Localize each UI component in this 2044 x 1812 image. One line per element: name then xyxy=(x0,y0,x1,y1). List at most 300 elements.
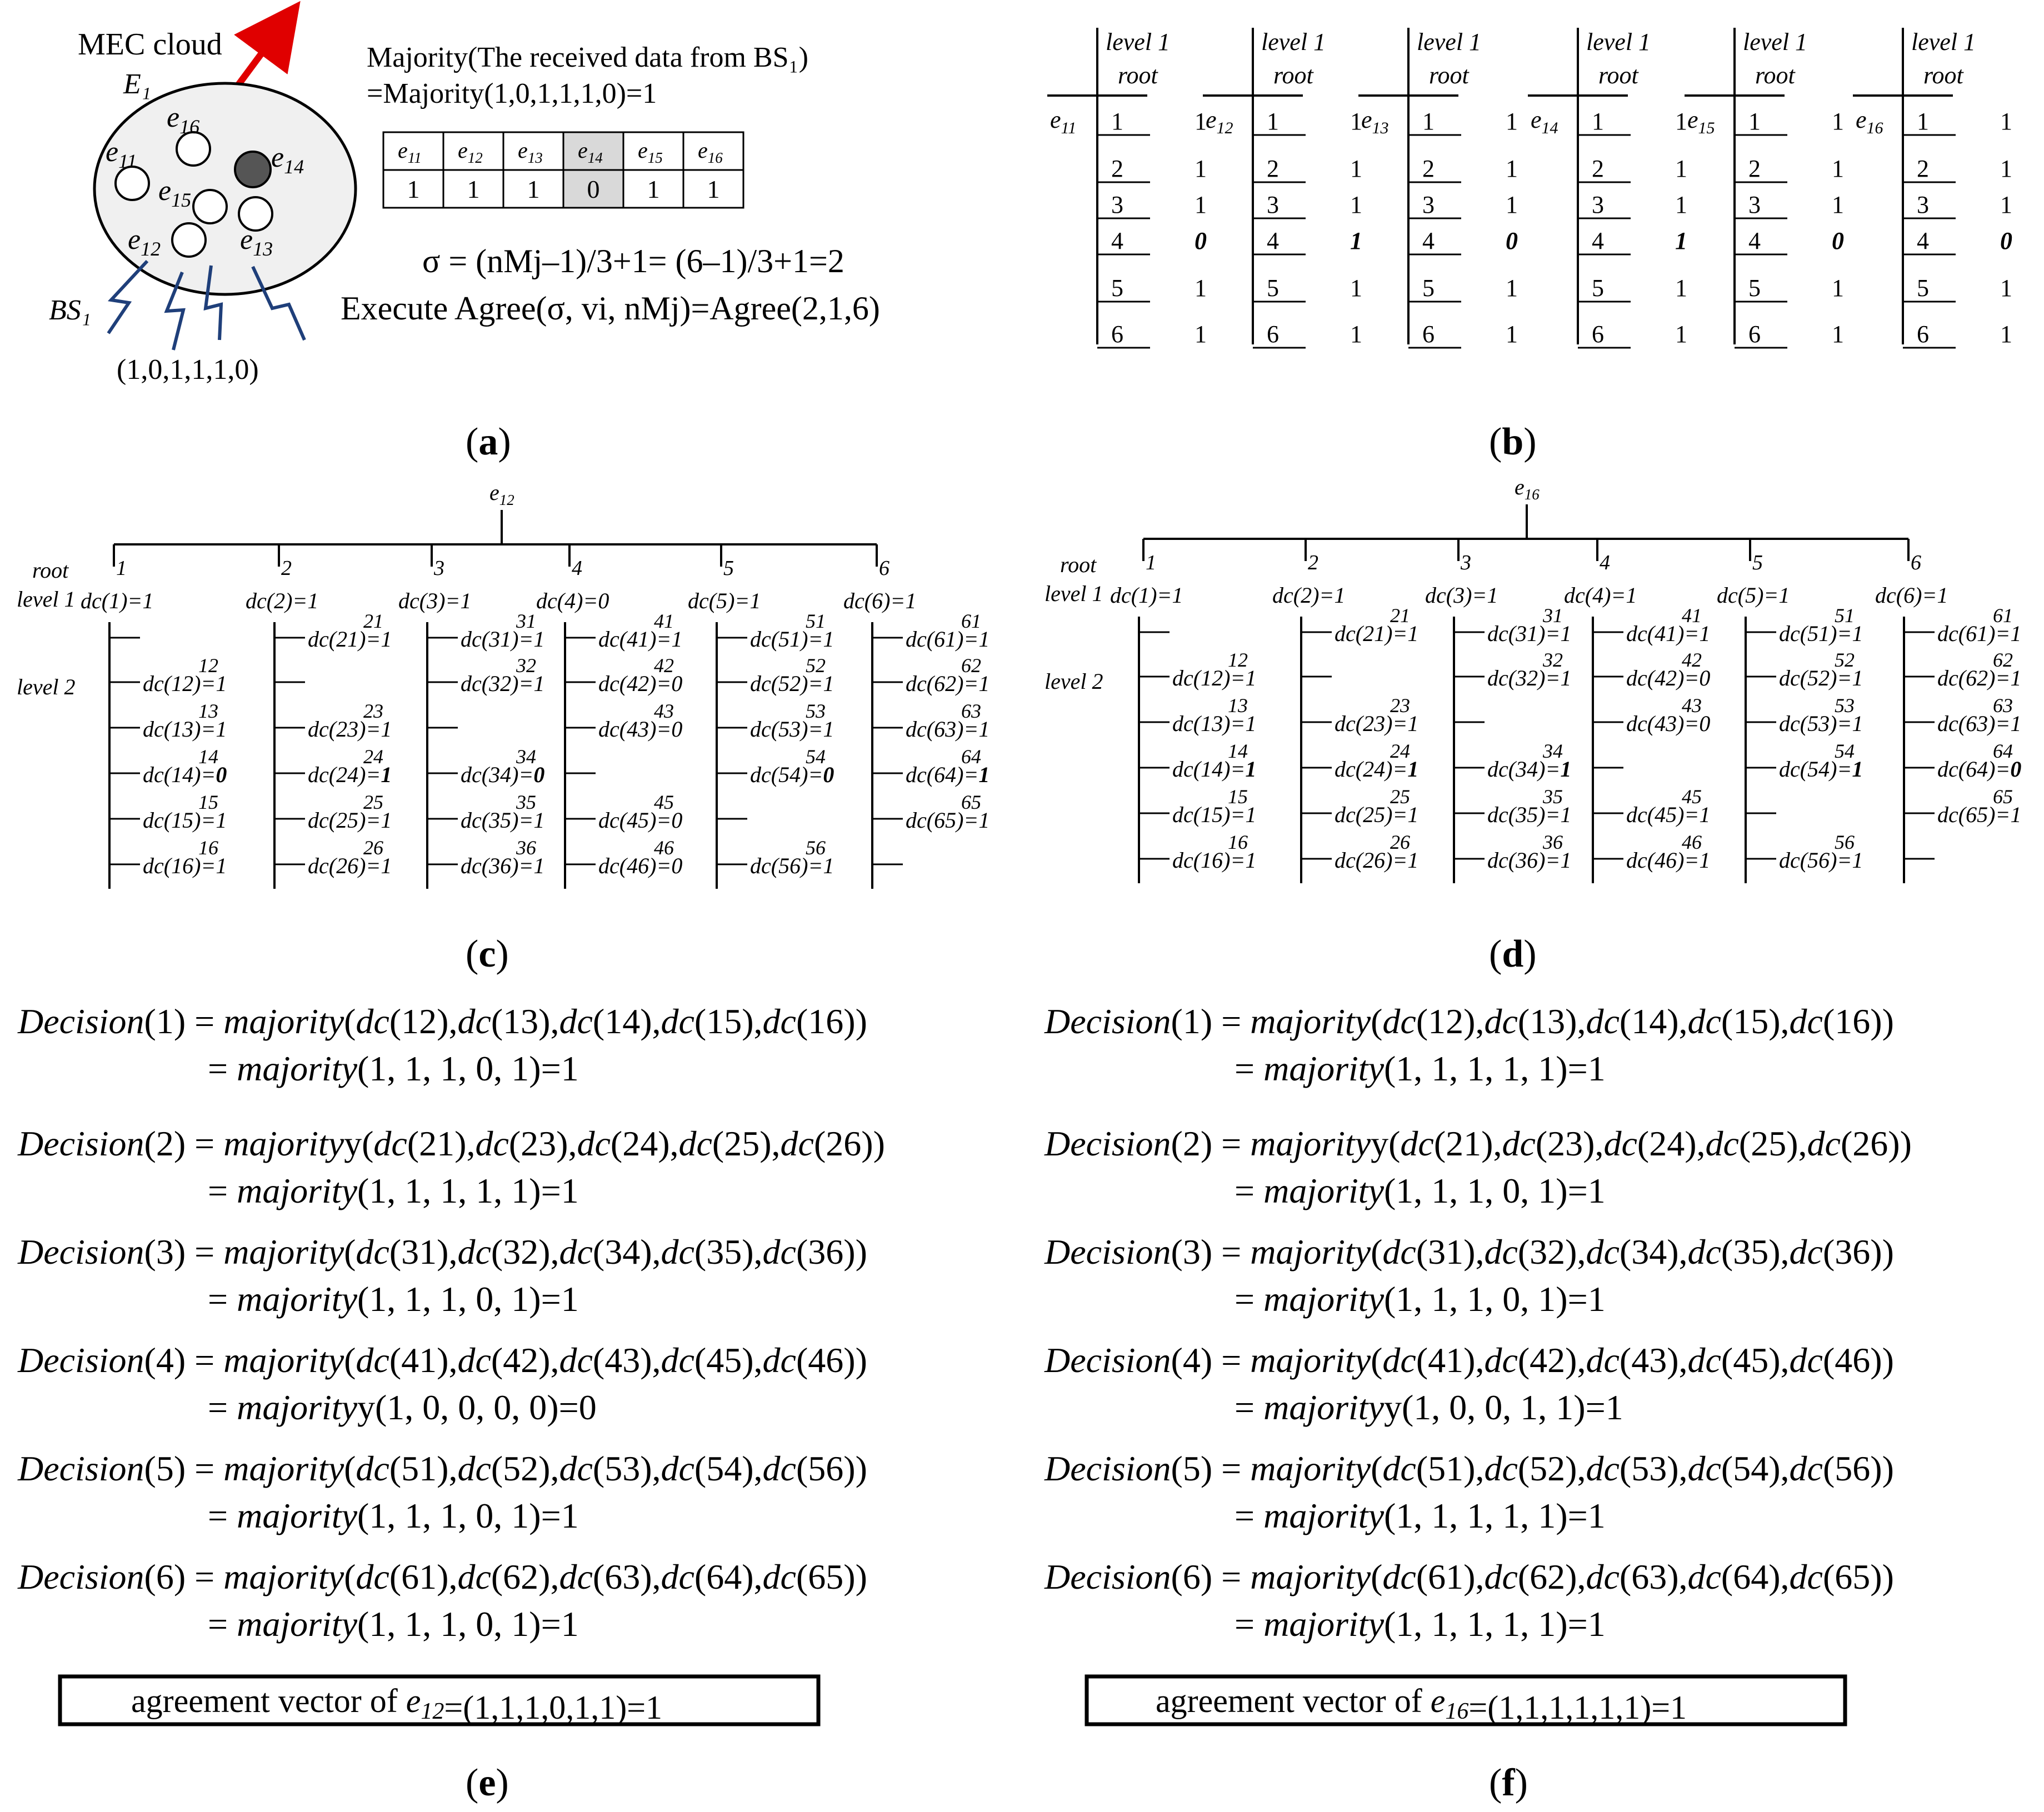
panel-b xyxy=(1047,28,2012,348)
row-index: 2 xyxy=(1422,155,1435,182)
row-index: 5 xyxy=(1917,274,1929,302)
row-index: 5 xyxy=(1748,274,1761,302)
level2-label: level 2 xyxy=(1045,669,1103,694)
node-e15-label: $e_{15}$ xyxy=(158,175,192,211)
node-e14-label: $e_{14}$ xyxy=(271,142,304,178)
child-id: 35 xyxy=(516,791,536,813)
child-id: 24 xyxy=(363,745,383,768)
level2-value: dc(41)=1 xyxy=(598,627,683,652)
branch-6 xyxy=(1875,539,2021,883)
level2-value: dc(61)=1 xyxy=(906,627,990,652)
level2-value: dc(35)=1 xyxy=(1487,802,1572,827)
decision-line-1: Decision(6) = majority(dc(61),dc(62),dc(63),dc(64),dc(65)) xyxy=(18,1557,867,1596)
level2-value: dc(63)=1 xyxy=(1937,711,2022,736)
level2-value: dc(32)=1 xyxy=(461,671,545,696)
branch-id: 4 xyxy=(1600,551,1610,574)
row-value: 1 xyxy=(1350,191,1362,218)
caption-a: (a) xyxy=(466,421,511,463)
child-id: 15 xyxy=(198,791,218,813)
decision-line-2: = majority(1, 1, 1, 0, 1)=1 xyxy=(208,1604,579,1644)
level2-value: dc(62)=1 xyxy=(1937,665,2022,690)
row-index: 3 xyxy=(1422,191,1435,218)
row-value: 1 xyxy=(1506,321,1518,348)
level2-value: dc(45)=0 xyxy=(598,808,683,833)
level1-tree-e16 xyxy=(1853,28,2012,348)
row-value: 1 xyxy=(1195,155,1207,182)
decision-line-1: Decision(1) = majority(dc(12),dc(13),dc(14),dc(15),dc(16)) xyxy=(18,1002,867,1041)
panel-a xyxy=(49,27,880,463)
level2-value: dc(36)=1 xyxy=(461,853,545,878)
decision-5 xyxy=(17,1449,867,1535)
child-id: 34 xyxy=(516,745,536,768)
caption-c: (c) xyxy=(466,933,509,975)
level2-value: dc(51)=1 xyxy=(750,627,834,652)
decision-2 xyxy=(17,1124,885,1210)
child-id: 45 xyxy=(654,791,674,813)
majority-line-1: Majority(The received data from BS₁) xyxy=(367,42,808,73)
child-id: 51 xyxy=(1835,604,1855,627)
row-value: 1 xyxy=(1350,321,1362,348)
row-value: 1 xyxy=(1832,191,1844,218)
child-id: 64 xyxy=(961,745,981,768)
child-id: 23 xyxy=(1390,694,1410,717)
child-id: 52 xyxy=(806,654,826,677)
panel-d xyxy=(1045,474,2021,883)
row-index: 1 xyxy=(1592,108,1604,135)
level2-value: dc(16)=1 xyxy=(1172,848,1257,873)
child-id: 46 xyxy=(1682,831,1702,853)
row-value: 1 xyxy=(1350,155,1362,182)
decision-line-2: = majority(1, 1, 1, 1, 1)=1 xyxy=(208,1171,579,1210)
row-index: 6 xyxy=(1111,321,1123,348)
decision-4 xyxy=(1044,1340,1894,1427)
level1-value: dc(5)=1 xyxy=(688,588,761,613)
row-value: 1 xyxy=(1832,321,1844,348)
branch-2 xyxy=(1272,539,1418,883)
row-value: 0 xyxy=(1832,227,1844,254)
child-id: 36 xyxy=(516,837,536,859)
level2-value: dc(65)=1 xyxy=(906,808,990,833)
child-id: 26 xyxy=(363,837,383,859)
table-header-e14: $e_{14}$ xyxy=(578,138,603,166)
tree-node-label: $e_{14}$ xyxy=(1531,106,1558,137)
row-value: 1 xyxy=(1350,274,1362,302)
child-id: 53 xyxy=(806,700,826,722)
child-id: 12 xyxy=(198,654,218,677)
row-index: 1 xyxy=(1917,108,1929,135)
branch-id: 4 xyxy=(572,557,582,580)
child-id: 13 xyxy=(198,700,218,722)
level1-value: dc(3)=1 xyxy=(1425,583,1498,608)
table-value: 1 xyxy=(707,175,720,203)
level2-value: dc(24)=1 xyxy=(308,762,392,787)
sigma-formula: σ = (nMj–1)/3+1= (6–1)/3+1=2 xyxy=(422,243,844,279)
table-value: 1 xyxy=(467,175,480,203)
row-index: 5 xyxy=(1111,274,1123,302)
tree-node-label: $e_{16}$ xyxy=(1856,106,1883,137)
level-label: level 1 xyxy=(1417,28,1482,56)
child-id: 61 xyxy=(961,610,981,632)
level1-value: dc(5)=1 xyxy=(1717,583,1790,608)
node-e14-faulty xyxy=(235,152,271,187)
root-label: root xyxy=(1755,62,1795,89)
row-value: 1 xyxy=(1195,274,1207,302)
row-index: 5 xyxy=(1267,274,1279,302)
table-value: 1 xyxy=(647,175,660,203)
row-index: 3 xyxy=(1748,191,1761,218)
child-id: 56 xyxy=(806,837,826,859)
level1-value: dc(2)=1 xyxy=(1272,583,1346,608)
branch-1 xyxy=(81,544,227,889)
row-index: 1 xyxy=(1422,108,1435,135)
child-id: 35 xyxy=(1543,785,1563,808)
branch-2 xyxy=(246,544,392,889)
child-id: 63 xyxy=(961,700,981,722)
level2-value: dc(14)=1 xyxy=(1172,757,1257,782)
table-value: 1 xyxy=(407,175,420,203)
child-id: 32 xyxy=(1543,649,1563,671)
level1-value: dc(6)=1 xyxy=(1875,583,1948,608)
uplink-arrow-icon xyxy=(236,28,281,88)
level1-tree-e12 xyxy=(1203,28,1362,348)
decision-3 xyxy=(17,1232,867,1319)
panel-c xyxy=(17,480,989,889)
level2-value: dc(35)=1 xyxy=(461,808,545,833)
level2-value: dc(61)=1 xyxy=(1937,621,2022,646)
row-index: 2 xyxy=(1267,155,1279,182)
branch-id: 2 xyxy=(281,557,292,580)
row-index: 5 xyxy=(1422,274,1435,302)
tree-node-label: $e_{12}$ xyxy=(1206,106,1233,137)
level2-value: dc(31)=1 xyxy=(1487,621,1572,646)
child-id: 42 xyxy=(654,654,674,677)
row-index: 3 xyxy=(1592,191,1604,218)
level2-value: dc(64)=1 xyxy=(906,762,990,787)
child-id: 32 xyxy=(516,654,536,677)
child-id: 26 xyxy=(1390,831,1410,853)
decision-1 xyxy=(17,1002,867,1088)
level1-tree-e11 xyxy=(1047,28,1207,348)
level2-value: dc(41)=1 xyxy=(1626,621,1711,646)
level1-value: dc(6)=1 xyxy=(843,588,917,613)
branch-4 xyxy=(1564,539,1710,883)
decision-line-1: Decision(4) = majority(dc(41),dc(42),dc(43),dc(45),dc(46)) xyxy=(1045,1340,1894,1380)
level2-value: dc(31)=1 xyxy=(461,627,545,652)
level2-value: dc(12)=1 xyxy=(1172,665,1257,690)
level2-value: dc(13)=1 xyxy=(1172,711,1257,736)
row-index: 4 xyxy=(1422,227,1435,254)
lightning-icon-1 xyxy=(108,261,147,333)
level2-value: dc(54)=0 xyxy=(750,762,834,787)
row-value: 1 xyxy=(1675,274,1687,302)
child-id: 53 xyxy=(1835,694,1855,717)
level2-value: dc(62)=1 xyxy=(906,671,990,696)
row-index: 4 xyxy=(1748,227,1761,254)
row-index: 6 xyxy=(1748,321,1761,348)
row-index: 6 xyxy=(1267,321,1279,348)
bs-label: BS₁ xyxy=(49,294,91,326)
decision-line-2: = majority(1, 1, 1, 1, 1)=1 xyxy=(1235,1604,1606,1644)
child-id: 31 xyxy=(516,610,536,632)
level2-value: dc(64)=0 xyxy=(1937,757,2022,782)
row-value: 1 xyxy=(2000,155,2012,182)
row-index: 6 xyxy=(1422,321,1435,348)
child-id: 13 xyxy=(1228,694,1248,717)
level2-label: level 2 xyxy=(17,674,76,699)
branch-id: 2 xyxy=(1308,551,1318,574)
child-id: 36 xyxy=(1543,831,1563,853)
child-id: 61 xyxy=(1993,604,2013,627)
branch-id: 3 xyxy=(434,557,444,580)
row-value: 0 xyxy=(1195,227,1207,254)
level1-tree-e15 xyxy=(1685,28,1844,348)
branch-id: 5 xyxy=(1752,551,1763,574)
row-value: 1 xyxy=(1675,108,1687,135)
node-e13-label: $e_{13}$ xyxy=(240,224,273,260)
row-index: 2 xyxy=(1917,155,1929,182)
node-e16-label: $e_{16}$ xyxy=(167,102,200,138)
node-e11-label: $e_{11}$ xyxy=(106,136,137,172)
row-value: 1 xyxy=(1506,108,1518,135)
level1-value: dc(1)=1 xyxy=(81,588,154,613)
level2-value: dc(23)=1 xyxy=(308,717,392,742)
level2-value: dc(21)=1 xyxy=(1335,621,1419,646)
panel-e xyxy=(17,1002,885,1644)
node-e15 xyxy=(193,190,227,223)
row-value: 1 xyxy=(2000,108,2012,135)
decision-4 xyxy=(17,1340,867,1427)
level2-value: dc(36)=1 xyxy=(1487,848,1572,873)
row-value: 1 xyxy=(1350,227,1362,254)
child-id: 25 xyxy=(1390,785,1410,808)
level2-value: dc(56)=1 xyxy=(1779,848,1863,873)
level2-value: dc(65)=1 xyxy=(1937,802,2022,827)
decision-line-1: Decision(1) = majority(dc(12),dc(13),dc(14),dc(15),dc(16)) xyxy=(1045,1002,1894,1041)
level2-value: dc(12)=1 xyxy=(143,671,227,696)
level2-value: dc(14)=0 xyxy=(143,762,227,787)
level-label: level 1 xyxy=(1743,28,1808,56)
row-value: 1 xyxy=(1506,191,1518,218)
child-id: 15 xyxy=(1228,785,1248,808)
tree-node-label: $e_{13}$ xyxy=(1361,106,1389,137)
level1-value: dc(4)=1 xyxy=(1564,583,1637,608)
decision-line-2: = majority(1, 1, 1, 1, 1)=1 xyxy=(1235,1049,1606,1088)
level2-value: dc(26)=1 xyxy=(1335,848,1419,873)
row-value: 1 xyxy=(1350,108,1362,135)
level-label: level 1 xyxy=(1586,28,1651,56)
level2-value: dc(53)=1 xyxy=(750,717,834,742)
level2-value: dc(15)=1 xyxy=(1172,802,1257,827)
row-value: 1 xyxy=(1506,155,1518,182)
agreement-vector-f: agreement vector of $e_{16}=(1,1,1,1,1,1)=1$ xyxy=(1156,1683,1687,1726)
decision-line-2: = majorityy(1, 0, 0, 0, 0)=0 xyxy=(208,1388,597,1427)
level2-value: dc(23)=1 xyxy=(1335,711,1419,736)
child-id: 16 xyxy=(1228,831,1248,853)
level1-label: level 1 xyxy=(1045,581,1103,606)
level2-value: dc(25)=1 xyxy=(308,808,392,833)
child-id: 41 xyxy=(1682,604,1702,627)
child-id: 41 xyxy=(654,610,674,632)
tree-node-label: $e_{11}$ xyxy=(1050,106,1077,137)
level2-value: dc(43)=0 xyxy=(1626,711,1711,736)
level1-tree-e14 xyxy=(1528,28,1687,348)
child-id: 65 xyxy=(1993,785,2013,808)
decision-line-2: = majority(1, 1, 1, 0, 1)=1 xyxy=(208,1049,579,1088)
node-e12-label: $e_{12}$ xyxy=(128,224,161,260)
caption-d: (d) xyxy=(1489,933,1537,975)
row-value: 1 xyxy=(1195,108,1207,135)
level2-value: dc(42)=0 xyxy=(598,671,683,696)
cloud-label: E₁ xyxy=(123,68,151,100)
child-id: 65 xyxy=(961,791,981,813)
table-header-e13: $e_{13}$ xyxy=(518,138,543,166)
row-index: 6 xyxy=(1917,321,1929,348)
level1-value: dc(1)=1 xyxy=(1110,583,1183,608)
row-index: 4 xyxy=(1592,227,1604,254)
row-index: 4 xyxy=(1111,227,1123,254)
root-label: root xyxy=(1923,62,1963,89)
level2-value: dc(45)=1 xyxy=(1626,802,1711,827)
decision-6 xyxy=(17,1557,867,1644)
decision-5 xyxy=(1044,1449,1894,1535)
row-value: 1 xyxy=(1506,274,1518,302)
decision-line-2: = majority(1, 1, 1, 1, 1)=1 xyxy=(1235,1496,1606,1535)
row-value: 1 xyxy=(2000,321,2012,348)
child-id: 63 xyxy=(1993,694,2013,717)
level2-value: dc(63)=1 xyxy=(906,717,990,742)
decision-line-2: = majority(1, 1, 1, 0, 1)=1 xyxy=(1235,1171,1606,1210)
row-value: 1 xyxy=(2000,191,2012,218)
row-index: 6 xyxy=(1592,321,1604,348)
level2-value: dc(16)=1 xyxy=(143,853,227,878)
branch-3 xyxy=(398,544,544,889)
decision-6 xyxy=(1044,1557,1894,1644)
branch-id: 6 xyxy=(1911,551,1921,574)
decision-line-2: = majority(1, 1, 1, 0, 1)=1 xyxy=(208,1279,579,1319)
branch-id: 1 xyxy=(116,557,127,580)
child-id: 25 xyxy=(363,791,383,813)
tree-root-node: $e_{12}$ xyxy=(489,480,514,508)
table-value: 0 xyxy=(587,175,600,203)
row-index: 2 xyxy=(1111,155,1123,182)
branch-id: 6 xyxy=(879,557,889,580)
branch-4 xyxy=(536,544,682,889)
root-label: root xyxy=(1118,62,1158,89)
child-id: 45 xyxy=(1682,785,1702,808)
level2-value: dc(15)=1 xyxy=(143,808,227,833)
child-id: 46 xyxy=(654,837,674,859)
level-label: level 1 xyxy=(1106,28,1171,56)
branch-5 xyxy=(1717,539,1863,883)
level2-value: dc(43)=0 xyxy=(598,717,683,742)
row-value: 1 xyxy=(1675,191,1687,218)
child-id: 52 xyxy=(1835,649,1855,671)
decision-1 xyxy=(1044,1002,1894,1088)
child-id: 54 xyxy=(1835,740,1855,762)
row-value: 1 xyxy=(1675,227,1687,254)
root-label: root xyxy=(1598,62,1638,89)
row-value: 1 xyxy=(2000,274,2012,302)
mec-cloud-title: MEC cloud xyxy=(78,27,222,62)
level2-value: dc(52)=1 xyxy=(1779,665,1863,690)
level2-value: dc(24)=1 xyxy=(1335,757,1419,782)
row-value: 1 xyxy=(1832,155,1844,182)
decision-2 xyxy=(1044,1124,1912,1210)
execute-agree: Execute Agree(σ, vi, nMj)=Agree(2,1,6) xyxy=(341,290,880,327)
branch-6 xyxy=(843,544,989,889)
level1-value: dc(4)=0 xyxy=(536,588,609,613)
row-value: 0 xyxy=(1506,227,1518,254)
row-value: 1 xyxy=(1675,321,1687,348)
row-value: 1 xyxy=(1832,274,1844,302)
level2-value: dc(26)=1 xyxy=(308,853,392,878)
level2-value: dc(32)=1 xyxy=(1487,665,1572,690)
decision-line-1: Decision(2) = majorityy(dc(21),dc(23),dc(24),dc(25),dc(26)) xyxy=(1045,1124,1912,1163)
row-index: 3 xyxy=(1917,191,1929,218)
branch-3 xyxy=(1425,539,1571,883)
child-id: 56 xyxy=(1835,831,1855,853)
table-value: 1 xyxy=(527,175,540,203)
decision-line-1: Decision(3) = majority(dc(31),dc(32),dc(34),dc(35),dc(36)) xyxy=(1045,1232,1894,1272)
row-index: 5 xyxy=(1592,274,1604,302)
table-header-e16: $e_{16}$ xyxy=(698,138,723,166)
agreement-vector-e: agreement vector of $e_{12}=(1,1,1,0,1,1)=1$ xyxy=(131,1683,663,1726)
row-value: 1 xyxy=(1195,321,1207,348)
row-value: 1 xyxy=(1832,108,1844,135)
root-label: root xyxy=(1060,552,1097,577)
row-index: 1 xyxy=(1267,108,1279,135)
row-index: 1 xyxy=(1111,108,1123,135)
child-id: 21 xyxy=(1390,604,1410,627)
root-label: root xyxy=(32,558,69,583)
tree-node-label: $e_{15}$ xyxy=(1687,106,1715,137)
row-index: 2 xyxy=(1592,155,1604,182)
level-label: level 1 xyxy=(1261,28,1326,56)
level1-value: dc(2)=1 xyxy=(246,588,319,613)
level2-value: dc(21)=1 xyxy=(308,627,392,652)
child-id: 24 xyxy=(1390,740,1410,762)
row-index: 3 xyxy=(1111,191,1123,218)
decision-line-1: Decision(4) = majority(dc(41),dc(42),dc(43),dc(45),dc(46)) xyxy=(18,1340,867,1380)
child-id: 14 xyxy=(198,745,218,768)
tree-root-node: $e_{16}$ xyxy=(1515,474,1540,503)
row-index: 3 xyxy=(1267,191,1279,218)
row-value: 1 xyxy=(1675,155,1687,182)
child-id: 12 xyxy=(1228,649,1248,671)
level2-value: dc(46)=0 xyxy=(598,853,683,878)
level1-value: dc(3)=1 xyxy=(398,588,472,613)
level1-tree-e13 xyxy=(1358,28,1518,348)
caption-f: (f) xyxy=(1489,1761,1528,1804)
branch-id: 1 xyxy=(1146,551,1156,574)
child-id: 42 xyxy=(1682,649,1702,671)
table-header-e15: $e_{15}$ xyxy=(638,138,663,166)
decision-line-2: = majority(1, 1, 1, 0, 1)=1 xyxy=(208,1496,579,1535)
branch-id: 3 xyxy=(1461,551,1471,574)
level2-value: dc(54)=1 xyxy=(1779,757,1863,782)
caption-e: (e) xyxy=(466,1761,509,1804)
decision-3 xyxy=(1044,1232,1894,1319)
child-id: 43 xyxy=(1682,694,1702,717)
child-id: 23 xyxy=(363,700,383,722)
level2-value: dc(13)=1 xyxy=(143,717,227,742)
level-label: level 1 xyxy=(1911,28,1976,56)
node-e12 xyxy=(172,223,206,257)
child-id: 62 xyxy=(961,654,981,677)
child-id: 16 xyxy=(198,837,218,859)
level2-value: dc(34)=0 xyxy=(461,762,545,787)
level1-label: level 1 xyxy=(17,587,76,612)
